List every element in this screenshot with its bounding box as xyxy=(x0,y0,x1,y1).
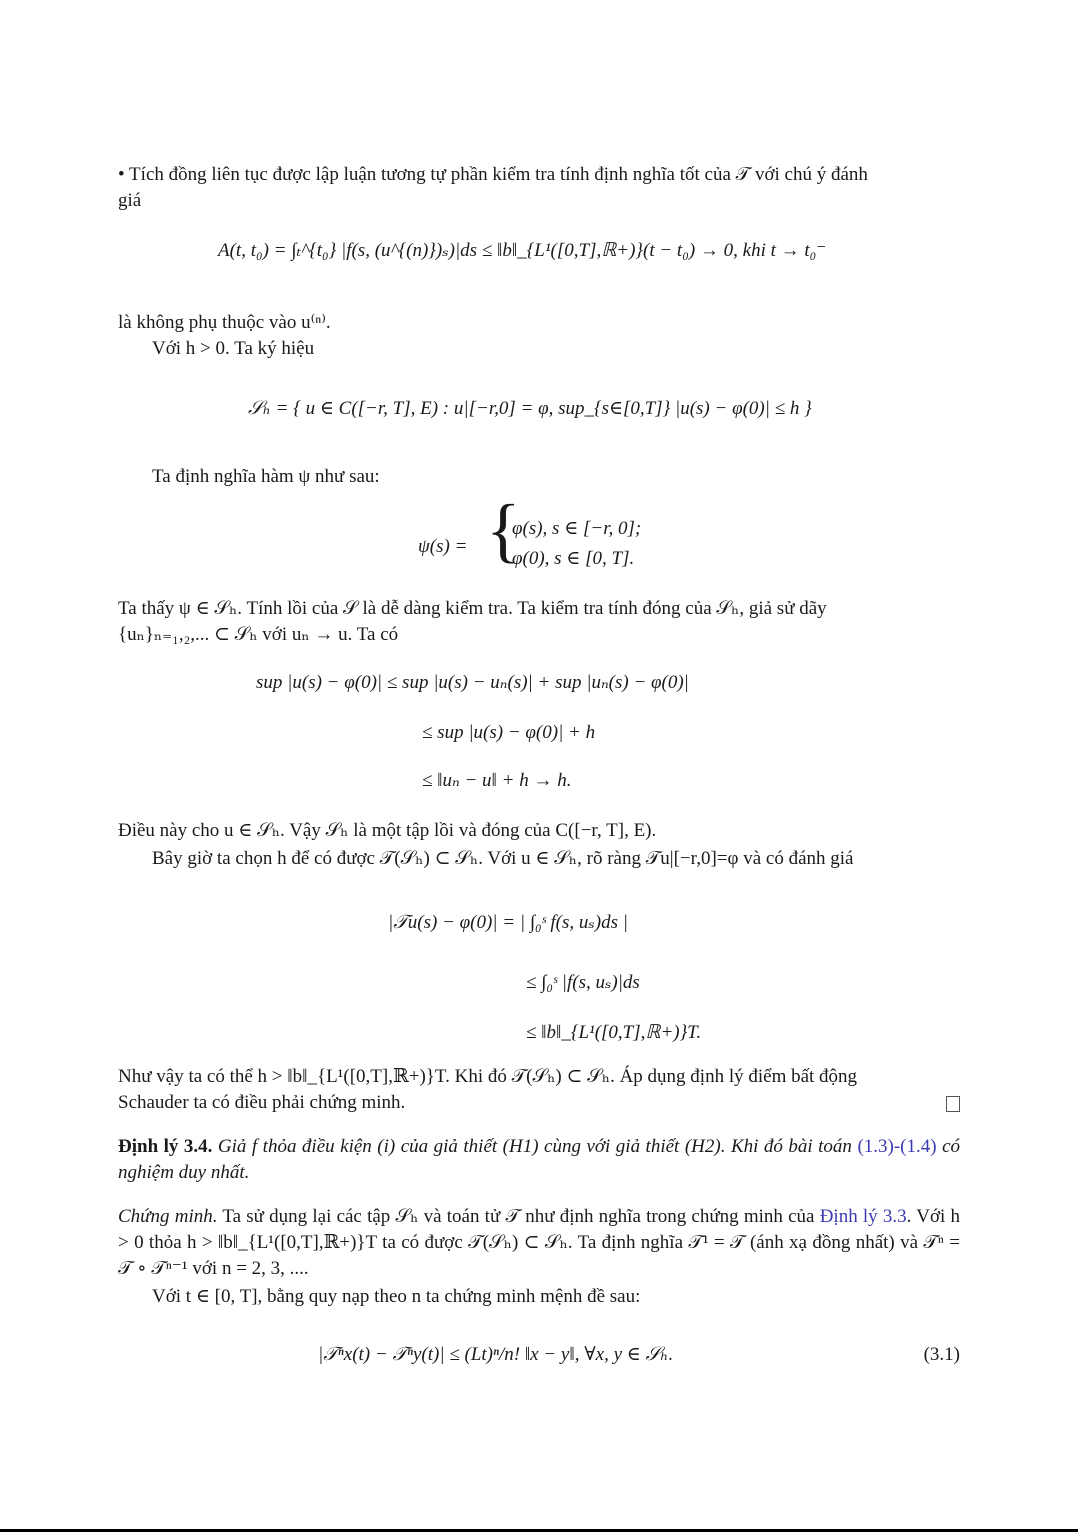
estimate-line2: ≤ ∫₀ˢ |f(s, uₛ)|ds xyxy=(526,972,640,993)
p7-text: Bây giờ ta chọn h để có được 𝒯(𝒮ₕ) ⊂ 𝒮ₕ. Với u ∈ 𝒮ₕ, rõ ràng 𝒯u|[−r,0]=φ và có đánh giá xyxy=(152,848,854,869)
induction-text: |𝒯ⁿx(t) − 𝒯ⁿy(t)| ≤ (Lt)ⁿ/n! ‖x − y‖, ∀x, y ∈ 𝒮ₕ. xyxy=(318,1344,674,1365)
theorem-text xyxy=(118,1134,960,1186)
theorem-label: Định lý 3.4. xyxy=(118,1136,213,1157)
equation-number: (3.1) xyxy=(923,1344,960,1365)
p3-text: Với h > 0. Ta ký hiệu xyxy=(152,338,315,359)
equation-A xyxy=(218,238,826,264)
p8-line1: Như vậy ta có thể h > ‖b‖_{L¹([0,T],ℝ+)}T. Khi đó 𝒯(𝒮ₕ) ⊂ 𝒮ₕ. Áp dụng định lý điểm bất động xyxy=(118,1066,858,1087)
equation-induction xyxy=(318,1342,673,1368)
p8-line2: Schauder ta có điều phải chứng minh. xyxy=(118,1092,406,1113)
proof-text xyxy=(118,1204,960,1282)
paragraph-2 xyxy=(118,310,960,336)
p4-text: Ta định nghĩa hàm ψ như sau: xyxy=(152,466,380,487)
theorem-body-1: Giả f thỏa điều kiện (i) của giả thiết (H1) cùng với giả thiết (H2). Khi đó bài toán xyxy=(212,1136,852,1157)
closedness-line3: ≤ ‖uₙ − u‖ + h → h. xyxy=(422,770,572,791)
proof-ref-link[interactable]: Định lý 3.3 xyxy=(819,1206,907,1227)
qed-square-icon xyxy=(946,1096,960,1112)
closedness-line1: sup |u(s) − φ(0)| ≤ sup |u(s) − uₙ(s)| + sup |uₙ(s) − φ(0)| xyxy=(256,672,689,693)
theorem-ref-link[interactable]: (1.3)-(1.4) xyxy=(857,1136,937,1157)
piecewise-brace: { xyxy=(486,490,521,570)
p1-line2: giá xyxy=(118,190,142,211)
proof-body-2: . Với h > 0 thỏa h > ‖b‖_{L¹([0,T],ℝ+)}T ta có được 𝒯(𝒮ₕ) ⊂ 𝒮ₕ. Ta định nghĩa 𝒯¹ = 𝒯 (ánh xạ đồng nhất) và 𝒯ⁿ = 𝒯 ∘ 𝒯ⁿ⁻¹ với n = 2, 3, .... xyxy=(118,1206,960,1279)
p5-line1: Ta thấy ψ ∈ 𝒮ₕ. Tính lồi của 𝒮 là dễ dàng kiểm tra. Ta kiểm tra tính đóng của 𝒮ₕ, giả sử dãy xyxy=(118,598,827,619)
equation-set-text: 𝒮ₕ = { u ∈ C([−r, T], E) : u|[−r,0] = φ, sup_{s∈[0,T]} |u(s) − φ(0)| ≤ h } xyxy=(248,398,812,419)
proof-body-1: Ta sử dụng lại các tập 𝒮ₕ và toán tử 𝒯 như định nghĩa trong chứng minh của xyxy=(217,1206,820,1227)
paragraph-6 xyxy=(118,818,960,844)
theorem-3-4 xyxy=(118,1134,960,1186)
paragraph-8 xyxy=(118,1064,960,1116)
paragraph-5 xyxy=(118,596,960,648)
paragraph-3 xyxy=(118,336,960,362)
piecewise-line1: φ(s), s ∈ [−r, 0]; xyxy=(512,518,642,539)
equation-closedness xyxy=(256,670,856,800)
proof-label: Chứng minh. xyxy=(118,1206,218,1227)
p6-text: Điều này cho u ∈ 𝒮ₕ. Vậy 𝒮ₕ là một tập lồi và đóng của C([−r, T], E). xyxy=(118,820,657,841)
paragraph-7 xyxy=(118,846,960,872)
proof xyxy=(118,1204,960,1282)
p9-text: Với t ∈ [0, T], bằng quy nạp theo n ta chứng minh mệnh đề sau: xyxy=(152,1286,641,1307)
paragraph-1 xyxy=(118,162,960,214)
piecewise-lhs: ψ(s) = xyxy=(418,536,468,557)
piecewise-line2: φ(0), s ∈ [0, T]. xyxy=(512,548,635,569)
p2-text: là không phụ thuộc vào u⁽ⁿ⁾. xyxy=(118,312,331,333)
equation-A-text: A(t, t₀) = ∫ₜ^{t₀} |f(s, (u^{(n)})ₛ)|ds ≤ ‖b‖_{L¹([0,T],ℝ+)}(t − t₀) → 0, khi t → t₀⁻ xyxy=(218,240,827,261)
closedness-line2: ≤ sup |u(s) − φ(0)| + h xyxy=(422,722,596,743)
p1-line1: • Tích đồng liên tục được lập luận tương tự phần kiểm tra tính định nghĩa tốt của 𝒯 với chú ý đánh xyxy=(118,164,868,185)
estimate-line1: |𝒯u(s) − φ(0)| = | ∫₀ˢ f(s, uₛ)ds | xyxy=(388,912,628,933)
theorem-body-2: có nghiệm duy nhất. xyxy=(118,1136,961,1183)
p5-line2: {uₙ}ₙ₌₁,₂,... ⊂ 𝒮ₕ với uₙ → u. Ta có xyxy=(118,624,399,645)
paragraph-4 xyxy=(118,464,960,490)
equation-estimate xyxy=(388,902,888,1052)
equation-set-definition xyxy=(248,396,812,422)
estimate-line3: ≤ ‖b‖_{L¹([0,T],ℝ+)}T. xyxy=(526,1022,702,1043)
paragraph-9 xyxy=(118,1284,960,1310)
